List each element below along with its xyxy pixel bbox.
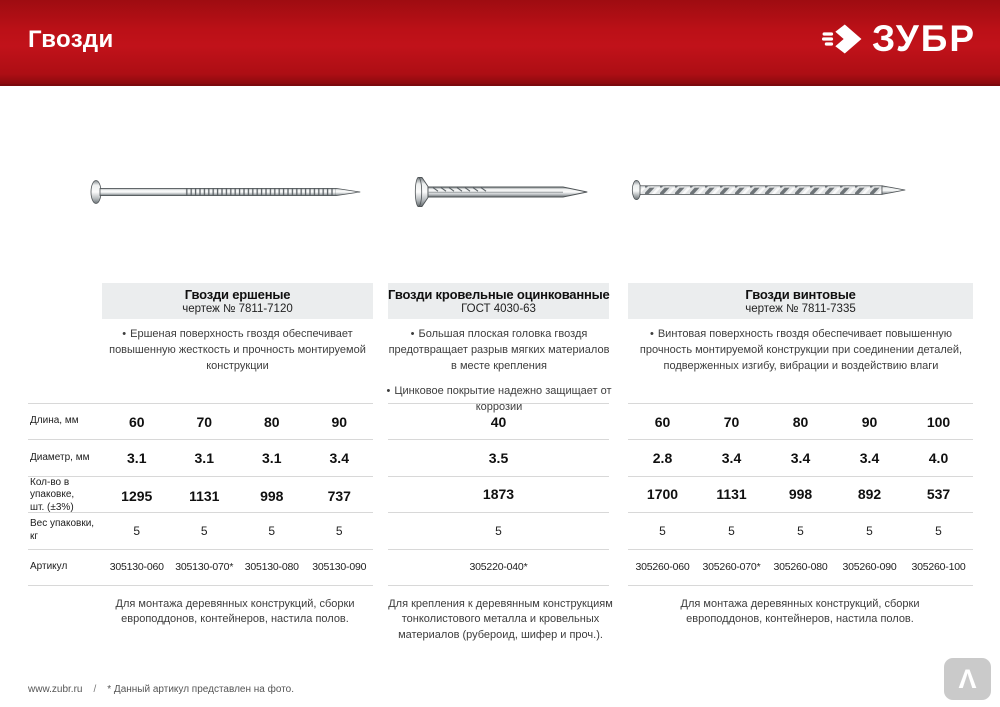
table-cell: 5 (335, 523, 343, 538)
table-row-weight (388, 512, 609, 548)
zubr-logo-text: ЗУБР (871, 18, 976, 59)
table-row-sku (628, 549, 973, 585)
table-cell: 5 (866, 523, 873, 538)
spec-table-krovelnye (388, 403, 609, 586)
table-cell: 60 (654, 413, 671, 430)
table-row-diameter (388, 439, 609, 475)
table-cell: 305130-090 (312, 561, 367, 574)
table-cell: 3.1 (127, 450, 147, 467)
table-cell: 305260-060 (635, 561, 690, 574)
table-cell: 305130-060 (109, 561, 164, 574)
product-header-ershenye (102, 283, 373, 319)
table-cell: 5 (659, 523, 666, 538)
feature-text: Ершеная поверхность гвоздя обеспечивает повышенную жесткость и прочность монтируемой конструкции (109, 328, 366, 372)
table-row-sku (388, 549, 609, 585)
site-url: www.zubr.ru (28, 684, 83, 695)
bullet-dot: • (386, 384, 391, 397)
table-cell: 4.0 (928, 450, 949, 467)
table-cell: 60 (128, 413, 145, 430)
feature-item (628, 327, 974, 375)
table-cell: 3.5 (488, 450, 509, 467)
table-cell: 892 (857, 486, 882, 503)
table-cell: 305260-070* (702, 561, 761, 574)
table-cell: 5 (268, 523, 276, 538)
table-row-length (28, 403, 373, 439)
table-cell: 305130-070* (175, 561, 234, 574)
table-cell: 305260-090 (842, 561, 897, 574)
table-row-length (388, 403, 609, 439)
row-label: Вес упаковки, кг (30, 518, 95, 542)
bullet-dot: • (410, 328, 415, 340)
product-features-vintovye (628, 327, 974, 375)
product-header-vintovye (628, 283, 973, 319)
page-header (0, 0, 1000, 86)
feature-item (102, 327, 373, 375)
product-title: Гвозди винтовые (745, 287, 856, 302)
table-cell: 3.1 (194, 450, 214, 467)
product-header-krovelnye (388, 283, 609, 319)
row-label: Длина, мм (30, 415, 79, 427)
table-cell: 70 (723, 413, 740, 430)
table-row-diameter (28, 439, 373, 475)
table-cell: 80 (263, 413, 280, 430)
table-row-diameter (628, 439, 973, 475)
table-row-quantity (628, 476, 973, 512)
table-cell: 537 (926, 486, 951, 503)
screw-nail-image (630, 179, 906, 201)
bullet-dot: • (649, 328, 654, 340)
table-cell: 737 (327, 487, 351, 504)
table-cell: 1295 (121, 487, 153, 504)
table-cell: 998 (260, 487, 284, 504)
table-cell: 2.8 (652, 450, 673, 467)
page-footer (28, 684, 294, 695)
page-title: Гвозди (28, 26, 114, 53)
table-row-sku (28, 549, 373, 585)
table-cell: 3.4 (859, 450, 880, 467)
table-cell: 100 (926, 413, 951, 430)
spec-table-vintovye (628, 403, 973, 586)
table-cell: 5 (133, 523, 141, 538)
product-title: Гвозди кровельные оцинкованные (388, 287, 610, 302)
table-row-quantity (388, 476, 609, 512)
zubr-bison-icon (822, 21, 862, 57)
table-cell: 998 (788, 486, 813, 503)
table-cell: 90 (331, 413, 348, 430)
feature-text: Большая плоская головка гвоздя предотвращает разрыв мягких материалов в месте крепления (388, 328, 610, 372)
usage-note-ershenye: Для монтажа деревянных конструкций, сборки европоддонов, контейнеров, настила полов. (115, 598, 355, 626)
table-cell: 3.4 (329, 450, 349, 467)
bullet-dot: • (122, 328, 127, 340)
row-label: Артикул (30, 561, 68, 572)
feature-item (386, 327, 612, 375)
table-row-weight (628, 512, 973, 548)
table-cell: 40 (490, 413, 507, 430)
usage-note-krovelnye: Для крепления к деревянным конструкциям тонколистового металла и кровельных материалов (рубероид, шифер и проч.). (388, 598, 613, 641)
product-title: Гвозди ершеные (184, 287, 291, 302)
table-cell: 90 (861, 413, 878, 430)
row-label: Кол-во в упаковке, шт. (±3%) (30, 476, 75, 513)
product-subtitle: чертеж № 7811-7120 (182, 303, 293, 315)
spec-table-ershenye (28, 403, 373, 586)
table-cell: 5 (935, 523, 942, 538)
ring-shank-nail-image (88, 179, 364, 205)
product-subtitle: ГОСТ 4030-63 (461, 303, 536, 315)
table-cell: 1700 (646, 486, 679, 503)
table-cell: 5 (728, 523, 735, 538)
table-cell: 305260-080 (773, 561, 828, 574)
zubr-logo (822, 20, 976, 57)
table-row-weight (28, 512, 373, 548)
feature-text: Цинковое покрытие надежно защищает от коррозии (394, 384, 612, 413)
table-cell: 3.1 (262, 450, 282, 467)
table-cell: 70 (196, 413, 213, 430)
table-cell: 1131 (716, 486, 747, 503)
table-cell: 305130-080 (244, 561, 299, 574)
table-cell: 5 (200, 523, 208, 538)
product-subtitle: чертеж № 7811-7335 (745, 303, 856, 315)
table-cell: 3.4 (790, 450, 811, 467)
table-cell: 1873 (482, 486, 515, 503)
footer-separator: / (93, 684, 97, 695)
table-cell: 5 (797, 523, 804, 538)
feature-text: Винтовая поверхность гвоздя обеспечивает повышенную прочность монтируемой конструкции при соединении деталей, подверженных изгибу, вибрации и воздействию влаги (639, 328, 963, 372)
footnote: * Данный артикул представлен на фото. (107, 684, 295, 695)
table-cell: 305260-100 (911, 561, 966, 574)
row-label: Диаметр, мм (30, 451, 90, 463)
table-cell: 305220-040* (469, 561, 528, 574)
product-features-ershenye (102, 327, 373, 375)
roofing-nail-image (413, 175, 589, 209)
table-cell: 3.4 (721, 450, 742, 467)
table-row-quantity (28, 476, 373, 512)
usage-note-vintovye: Для монтажа деревянных конструкций, сборки европоддонов, контейнеров, настила полов. (680, 598, 920, 626)
table-cell: 1131 (189, 487, 220, 504)
table-cell: 80 (792, 413, 809, 430)
photo-watermark-icon: Λ (944, 658, 991, 700)
table-row-length (628, 403, 973, 439)
table-cell: 5 (495, 523, 502, 538)
